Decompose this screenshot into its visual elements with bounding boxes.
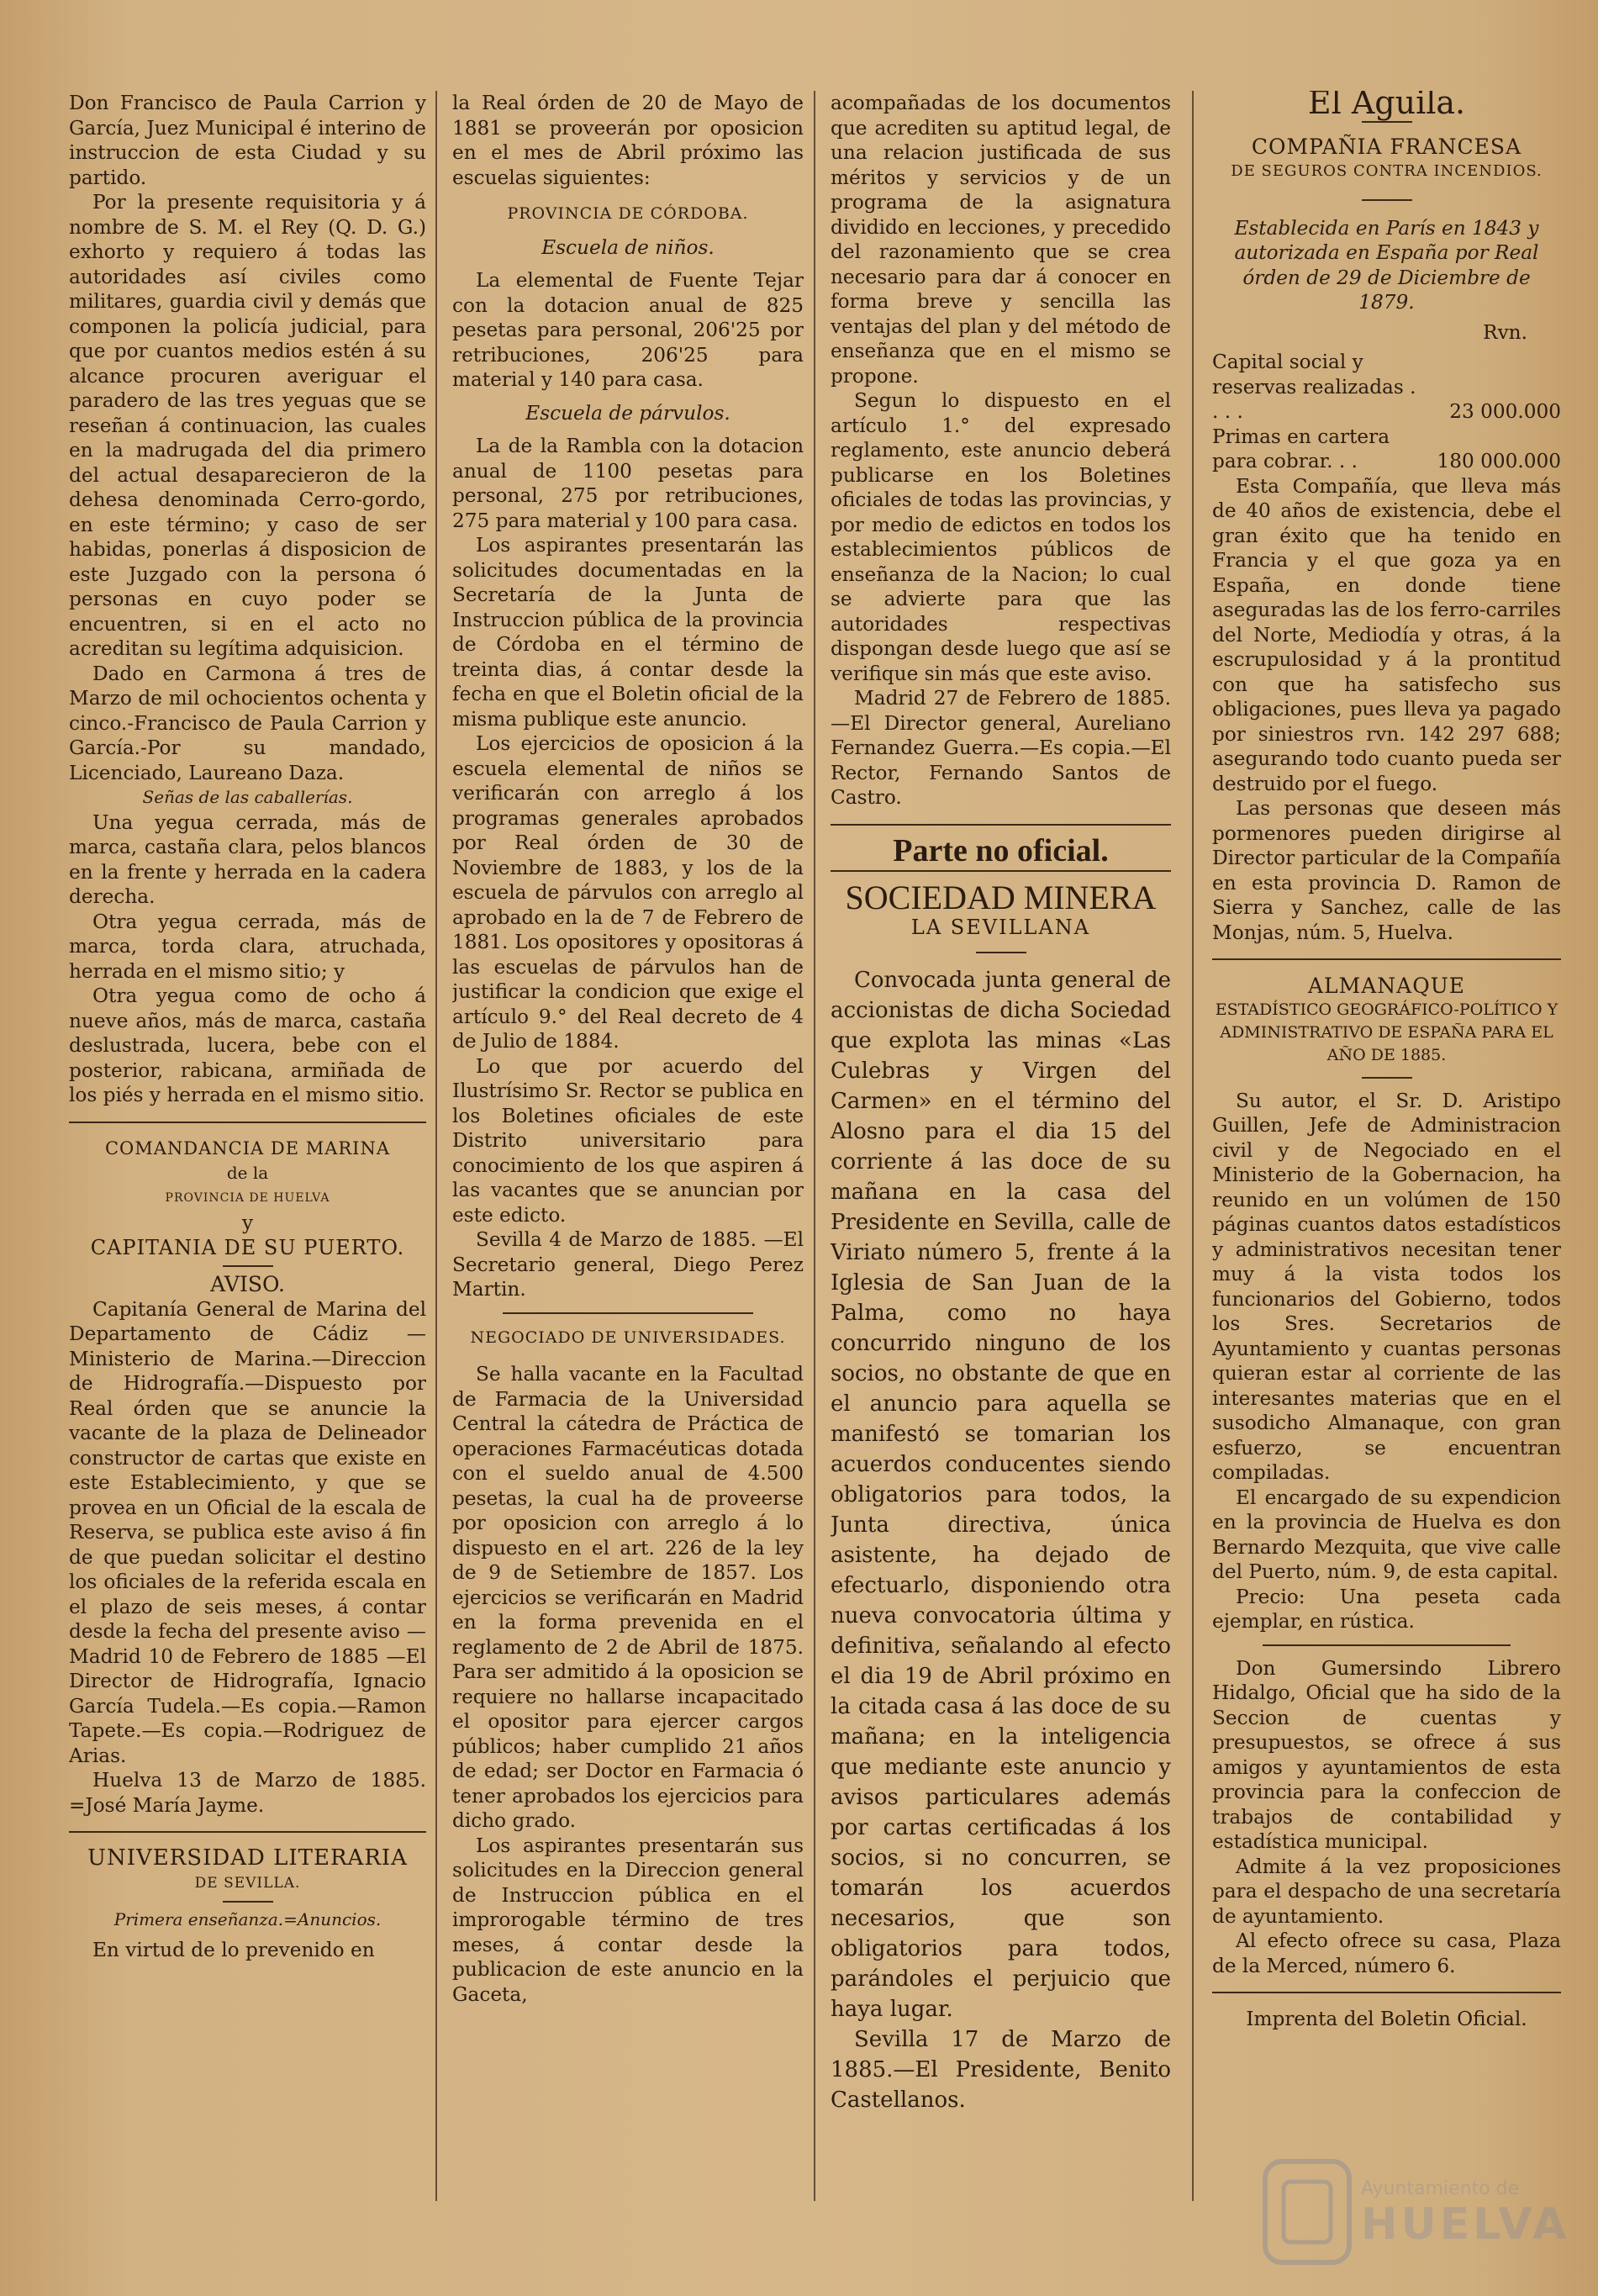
paragraph: la Real órden de 20 de Mayo de 1881 se proveerán por oposicion en el mes de Abril próximo las escuelas siguientes: xyxy=(452,92,804,189)
divider xyxy=(69,1122,426,1123)
paragraph: Establecida en París en 1843 y autorizada en España por Real órden de 29 de Diciembre de 1879. xyxy=(1234,216,1539,314)
column-rule xyxy=(1192,91,1194,2201)
paragraph: Al efecto ofrece su casa, Plaza de la Merced, número 6. xyxy=(1212,1929,1561,1977)
paragraph: Los ejercicios de oposicion á la escuela elemental de niños se verificarán con arreglo á los programas generales aprobados por Real órden de 30 de Noviembre de 1883, y los de la escuela de párvulos con arreglo al aprobado en la de 7 de Febrero de 1881. Los opositores y opositoras á las escuelas de párvulos han de justificar la condicion que exige el artículo 9.° del Real decreto de 4 de Julio de 1884. xyxy=(452,732,804,1053)
subheading: Escuela de niños. xyxy=(541,235,715,259)
section-heading: LA SEVILLANA xyxy=(910,915,1091,939)
paragraph: Don Gumersindo Librero Hidalgo, Oficial que ha sido de la Seccion de cuentas y presupuestos, se ofrece á sus amigos y ayuntamientos de esta provincia para la confeccion de trabajos de contabilidad y estadística municipal. xyxy=(1212,1656,1561,1853)
paragraph: Los aspirantes presentarán sus solicitudes en la Direccion general de Instruccion pública en el improrogable término de tres meses, á contar desde la publicacion de este anuncio en la Gaceta, xyxy=(452,1834,804,2006)
column-rule xyxy=(435,91,437,2201)
paragraph: En virtud de lo prevenido en xyxy=(92,1938,375,1961)
paragraph: Sevilla 17 de Marzo de 1885.—El Presidente, Benito Castellanos. xyxy=(831,2027,1171,2113)
divider xyxy=(1212,958,1561,960)
divider xyxy=(69,1831,426,1833)
divider xyxy=(1362,199,1412,201)
seal-line: Ayuntamiento de xyxy=(1361,2178,1520,2199)
subheading: Primera enseñanza.=Anuncios. xyxy=(113,1909,382,1929)
section-heading: CAPITANIA DE SU PUERTO. xyxy=(90,1235,405,1259)
section-heading: COMANDANCIA DE MARINA xyxy=(104,1137,391,1159)
section-heading: DE SEVILLA. xyxy=(194,1874,301,1892)
paragraph: Las personas que deseen más pormenores pueden dirigirse al Director particular de la Compañía en esta provincia D. Ramon de Sierra y Sanchez, calle de las Monjas, núm. 5, Huelva. xyxy=(1212,797,1561,944)
primas-row xyxy=(1212,425,1561,474)
paragraph: Convocada junta general de accionistas de dicha Sociedad que explota las minas «Las Culebras y Virgen del Carmen» en el término del Alosno para el dia 15 del corriente á las doce de su mañana en la casa del Presidente en Sevilla, calle de Viriato número 5, frente á la Iglesia de San Juan de la Palma, como no haya concurrido ninguno de los socios, no obstante de que en el anuncio para aquella se manifestó se tomarian los acuerdos conducentes siendo obligatorios para todos, la Junta directiva, única asistente, ha dejado de efectuarlo, disponiendo otra nueva convocatoria última y definitiva, señalando al efecto el dia 19 de Abril próximo en la citada casa á las doce de su mañana; en la inteligencia que mediante este anuncio y avisos particulares además por cartas certificadas á los socios, si no concurren, se tomarán los acuerdos necesarios, que son obligatorios para todos, parándoles el perjuicio que haya lugar. xyxy=(831,968,1171,2022)
divider xyxy=(1212,1992,1561,1993)
paragraph: Dado en Carmona á tres de Marzo de mil ochocientos ochenta y cinco.-Francisco de Paula Carrion y García.-Por su mandado, Licenciado, Laureano Daza. xyxy=(69,662,426,784)
column-2 xyxy=(452,91,804,2268)
paragraph: Don Francisco de Paula Carrion y García, Juez Municipal é interino de instruccion de esta Ciudad y su partido. xyxy=(69,92,426,189)
column-3 xyxy=(831,91,1171,2268)
paragraph: Huelva 13 de Marzo de 1885. =José María Jayme. xyxy=(69,1769,426,1817)
column-rule xyxy=(814,91,815,2201)
label: Rvn. xyxy=(1483,320,1527,344)
subheading: Señas de las caballerías. xyxy=(142,787,353,807)
paragraph: Los aspirantes presentarán las solicitudes documentadas en la Secretaría de la Junta de Instruccion pública de la provincia de Córdoba en el término de treinta dias, á contar desde la fecha en que el Boletin oficial de la misma publique este anuncio. xyxy=(452,534,804,731)
paragraph: Esta Compañía, que lleva más de 40 años de existencia, debe el gran éxito que ha tenido en Francia y el que goza ya en España, en donde tiene aseguradas las de los ferro-carriles del Norte, Mediodía y otras, á la escrupulosidad y á la prontitud con que ha satisfecho sus obligaciones, pues lleva ya pagado por siniestros rvn. 142 297 688; asegurando todo cuanto pueda ser destruido por el fuego. xyxy=(1212,474,1561,795)
paragraph: acompañadas de los documentos que acrediten su aptitud legal, de una relacion justificada de sus méritos y servicios y de un programa de la asignatura dividido en lecciones, y precedido del razonamiento que se crea necesario para dar á conocer en forma breve y sencilla las ventajas del plan y del método de enseñanza que en el mismo se propone. xyxy=(831,92,1171,388)
section-heading: ALMANAQUE xyxy=(1307,974,1466,998)
divider xyxy=(831,824,1171,826)
paragraph: La elemental de Fuente Tejar con la dotacion anual de 825 pesetas para personal, 206'25 por retribuciones, 206'25 para material y 140 para casa. xyxy=(452,269,804,391)
divider xyxy=(1263,1644,1511,1646)
section-title: Parte no oficial. xyxy=(893,832,1109,868)
paragraph: Madrid 27 de Febrero de 1885. —El Director general, Aureliano Fernandez Guerra.—Es copia.—El Rector, Fernando Santos de Castro. xyxy=(831,687,1171,809)
paragraph: Una yegua cerrada, más de marca, castaña clara, pelos blancos en la frente y herrada en la cadera derecha. xyxy=(69,810,426,908)
section-heading: y xyxy=(241,1211,254,1234)
section-heading: de la xyxy=(226,1163,269,1183)
section-heading: DE SEGUROS CONTRA INCENDIOS. xyxy=(1231,162,1543,180)
column-1 xyxy=(69,91,426,2268)
column-4 xyxy=(1212,91,1561,2268)
section-heading: UNIVERSIDAD LITERARIA xyxy=(87,1845,408,1871)
label: Primas en cartera para cobrar. . . xyxy=(1212,425,1390,472)
divider xyxy=(976,952,1026,953)
paragraph: Por la presente requisitoria y á nombre de S. M. el Rey (Q. D. G.) exhorto y requiero á todas las autoridades así civiles como militares, guardia civil y demás que componen la policía judicial, para que por cuantos medios estén á su alcance procuren averiguar el paradero de las tres yeguas que se reseñan á continuacion, las cuales en la madrugada del dia primero del actual desaparecieron de la dehesa denominada Cerro-gordo, en este término; y caso de ser habidas, ponerlas á disposicion de este Juzgado con la persona ó personas en cuyo poder se encuentren, si en el acto no acreditan su legítima adquisicion. xyxy=(69,191,426,660)
section-heading: COMPAÑIA FRANCESA xyxy=(1251,134,1522,159)
paragraph: Lo que por acuerdo del Ilustrísimo Sr. Rector se publica en los Boletines oficiales de este Distrito universitario para conocimiento de los que aspiren á las vacantes que se anuncian por este edicto. xyxy=(452,1054,804,1227)
capital-row xyxy=(1212,350,1561,425)
subheading: Escuela de párvulos. xyxy=(525,401,730,425)
paragraph: Se halla vacante en la Facultad de Farmacia de la Universidad Central la cátedra de Práctica de operaciones Farmacéuticas dotada con el sueldo anual de 4.500 pesetas, la cual ha de proveerse por oposicion con arreglo á lo dispuesto en el art. 226 de la ley de 9 de Setiembre de 1857. Los ejercicios se verificarán en Madrid en la forma prevenida en el reglamento de 2 de Abril de 1875. Para ser admitido á la oposicion se requiere no hallarse incapacitado el opositor para ejercer cargos públicos; haber cumplido 21 años de edad; ser Doctor en Farmacia ó tener aprobados los ejercicios para dicho grado. xyxy=(452,1363,804,1832)
paragraph: Otra yegua como de ocho á nueve años, más de marca, castaña deslustrada, lucera, bebe con el posterior, rabicana, armiñada de los piés y herrada en el mismo sitio. xyxy=(69,984,426,1106)
section-title: El Aguila. xyxy=(1307,91,1466,121)
paragraph: Sevilla 4 de Marzo de 1885. —El Secretario general, Diego Perez Martin. xyxy=(452,1228,804,1301)
printer-imprint: Imprenta del Boletin Oficial. xyxy=(1246,2008,1527,2030)
section-heading: PROVINCIA DE HUELVA xyxy=(165,1190,330,1205)
section-heading: ESTADÍSTICO GEOGRÁFICO-POLÍTICO Y ADMINISTRATIVO DE ESPAÑA PARA EL AÑO DE 1885. xyxy=(1215,1000,1558,1064)
section-heading: PROVINCIA DE CÓRDOBA. xyxy=(507,204,749,223)
divider xyxy=(1362,1077,1412,1079)
divider xyxy=(503,1312,753,1314)
ayuntamiento-seal-watermark xyxy=(1262,2153,1570,2271)
seal-line: HUELVA xyxy=(1361,2199,1570,2250)
paragraph: Su autor, el Sr. D. Aristipo Guillen, Jefe de Administracion civil y de Negociado en el Ministerio de la Gobernacion, ha reunido en un volúmen de 150 páginas cuantos datos estadísticos y administrativos necesitan tener muy á la vista todos los funcionarios del Gobierno, todos los Sres. Secretarios de Ayuntamiento y cuantas personas quieran estar al corriente de las interesantes materias que en el susodicho Almanaque, con gran esfuerzo, se encuentran compiladas. xyxy=(1212,1089,1561,1484)
label: Capital social y reservas realizadas . . . . xyxy=(1212,351,1416,423)
section-heading: NEGOCIADO DE UNIVERSIDADES. xyxy=(470,1327,786,1347)
paragraph: El encargado de su expendicion en la provincia de Huelva es don Bernardo Mezquita, que vive calle del Puerto, núm. 9, de esta capital. xyxy=(1212,1486,1561,1583)
paragraph: Admite á la vez proposiciones para el despacho de una secretaría de ayuntamiento. xyxy=(1212,1855,1561,1928)
paragraph: La de la Rambla con la dotacion anual de 1100 pesetas para personal, 275 por retribuciones, 275 para material y 100 para casa. xyxy=(452,435,804,532)
divider xyxy=(223,1265,273,1267)
section-title: SOCIEDAD MINERA xyxy=(845,879,1157,916)
value: 23 000.000 xyxy=(1449,400,1561,423)
divider xyxy=(223,1901,273,1903)
value: 180 000.000 xyxy=(1437,450,1561,472)
section-heading: AVISO. xyxy=(210,1272,285,1296)
paragraph: Capitanía General de Marina del Departamento de Cádiz — Ministerio de Marina.—Direccion de Hidrografía.—Dispuesto por Real órden que se anuncie la vacante de la plaza de Delineador constructor de cartas que existe en este Establecimiento, y que se provea en un Oficial de la escala de Reserva, se publica este aviso á fin de que puedan solicitar el destino los oficiales de la referida escala en el plazo de seis meses, á contar desde la fecha del presente aviso —Madrid 10 de Febrero de 1885 —El Director de Hidrografía, Ignacio García Tudela.—Es copia.—Ramon Tapete.—Es copia.—Rodriguez de Arias. xyxy=(69,1297,426,1767)
paragraph: Segun lo dispuesto en el artículo 1.° del expresado reglamento, este anuncio deberá publicarse en los Boletines oficiales de todas las provincias, y por medio de edictos en todos los establecimientos públicos de enseñanza de la Nacion; lo cual se advierte para que las autoridades respectivas dispongan desde luego que así se verifique sin más que este aviso. xyxy=(831,389,1171,685)
paragraph: Otra yegua cerrada, más de marca, torda clara, atruchada, herrada en el mismo sitio; y xyxy=(69,910,426,983)
paragraph: Precio: Una peseta cada ejemplar, en rústica. xyxy=(1212,1585,1561,1633)
divider xyxy=(831,870,1171,872)
